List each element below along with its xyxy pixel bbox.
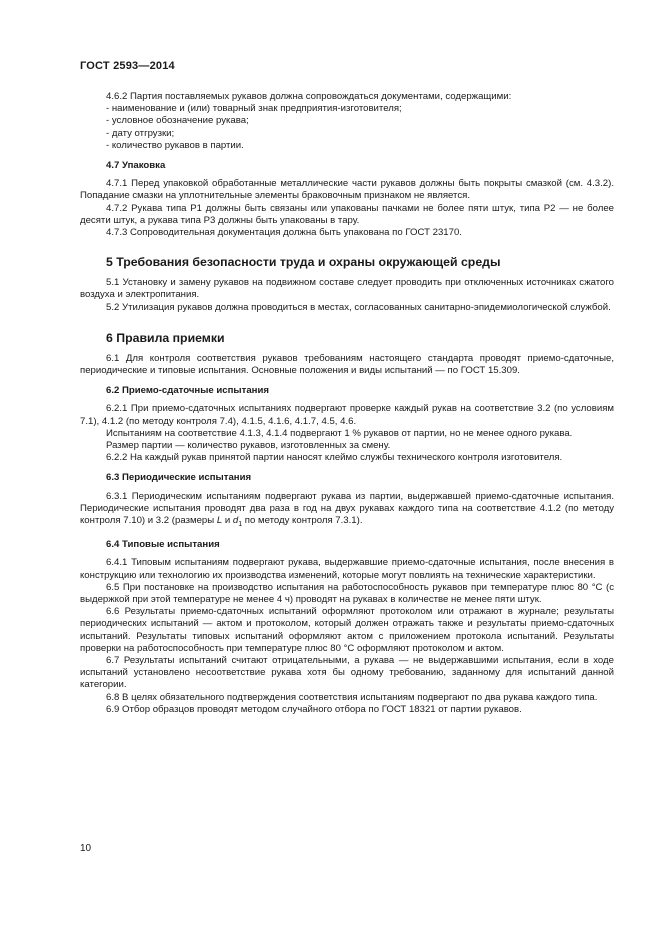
list-item: - наименование и (или) товарный знак предприятия-изготовителя;	[106, 103, 402, 115]
list-item: - количество рукавов в партии.	[106, 139, 244, 151]
paragraph-6-2-1-b: Испытаниям на соответствие 4.1.3, 4.1.4 подвергают 1 % рукавов от партии, но не менее одного рукава.	[106, 427, 573, 439]
section-heading-5: 5 Требования безопасности труда и охраны окружающей среды	[106, 255, 501, 270]
paragraph-6-4-1: 6.4.1 Типовым испытаниям подвергают рукава, выдержавшие приемо-сдаточные испытания, после внесения в конструкцию или технологию их производства изменений, которые могут повлиять на технические характеристики.	[80, 557, 614, 581]
paragraph-4-6-2: 4.6.2 Партия поставляемых рукавов должна сопровождаться документами, содержащими:	[106, 91, 512, 102]
document-header: ГОСТ 2593—2014	[80, 60, 175, 72]
list-item: - дату отгрузки;	[106, 127, 175, 139]
paragraph-4-7-2: 4.7.2 Рукава типа Р1 должны быть связаны или упакованы пачками не более пяти штук, типа Р2 — не более десяти штук, а рукава типа Р3 должны быть упакованы в тару.	[80, 202, 614, 226]
subsection-heading-6-2: 6.2 Приемо-сдаточные испытания	[106, 385, 269, 397]
paragraph-6-6: 6.6 Результаты приемо-сдаточных испытаний оформляют протоколом или отражают в журнале; результаты периодических испытаний — актом и протоколом, который должен отражать также и результаты приемо-сдаточных испытаний. Результаты типовых испытаний оформляют актом с приложением протокола испытаний. Результаты проверки на работоспособность при температуре плюс 80 °С оформляют протоколом и актом.	[80, 606, 614, 654]
paragraph-6-9: 6.9 Отбор образцов проводят методом случайного отбора по ГОСТ 18321 от партии рукавов.	[106, 703, 522, 715]
page-body	[80, 91, 614, 716]
paragraph-6-5: 6.5 При постановке на производство испытания на работоспособность рукавов при температуре плюс 80 °С (с выдержкой при этой температуре не менее 4 ч) проводят на рукавах в количестве не менее пяти штук.	[80, 581, 614, 605]
section-heading-6: 6 Правила приемки	[106, 330, 225, 345]
paragraph-6-8: 6.8 В целях обязательного подтверждения соответствия испытаниям подвергают по два рукава каждого типа.	[106, 691, 598, 703]
paragraph-6-2-1-c: Размер партии — количество рукавов, изготовленных за смену.	[106, 440, 391, 452]
paragraph-6-3-1-tail: по методу контроля 7.3.1).	[242, 515, 363, 527]
paragraph-6-2-1: 6.2.1 При приемо-сдаточных испытаниях подвергают проверке каждый рукав на соответствие 3.2 (по условиям 7.1), 4.1.2 (по методу контроля 7.4), 4.1.5, 4.1.6, 4.1.7, 4.5, 4.6.	[80, 403, 614, 427]
paragraph-4-7-3: 4.7.3 Сопроводительная документация должна быть упакована по ГОСТ 23170.	[106, 227, 462, 239]
symbol-L: L	[216, 515, 223, 527]
paragraph-6-2-2: 6.2.2 На каждый рукав принятой партии наносят клеймо службы технического контроля изготовителя.	[106, 452, 563, 464]
paragraph-5-1: 5.1 Установку и замену рукавов на подвижном составе следует проводить при отключенных источниках сжатого воздуха и электропитания.	[80, 277, 614, 301]
subsection-heading-4-7: 4.7 Упаковка	[106, 160, 166, 172]
paragraph-5-2: 5.2 Утилизация рукавов должна проводиться в местах, согласованных санитарно-эпидемиологической службой.	[106, 301, 611, 313]
symbol-d-subscript: 1	[238, 520, 243, 528]
symbol-d: d	[232, 515, 239, 527]
conjunction: и	[222, 515, 233, 527]
subsection-heading-6-4: 6.4 Типовые испытания	[106, 539, 220, 551]
paragraph-6-3-1-text: 6.3.1 Периодическим испытаниям подвергают рукава из партии, выдержавшей приемо-сдаточные испытания. Периодические испытания проводят два раза в год на двух рукавах каждого типа на соответствие 4.1.2 (по методу контроля 7.10) и 3.2 (размеры	[80, 490, 614, 527]
list-item: - условное обозначение рукава;	[106, 115, 249, 127]
subsection-heading-6-3: 6.3 Периодические испытания	[106, 472, 252, 484]
paragraph-6-7: 6.7 Результаты испытаний считают отрицательными, а рукава — не выдержавшими испытания, если в ходе испытаний установлено несоответствие рукава хотя бы одному требованию, заданному для испытаний данной категории.	[80, 655, 614, 691]
paragraph-6-3-1	[80, 491, 614, 532]
paragraph-4-7-1: 4.7.1 Перед упаковкой обработанные металлические части рукавов должны быть покрыты смазкой (см. 4.3.2). Попадание смазки на уплотнительные элементы браковочным признаком не является.	[80, 178, 614, 202]
paragraph-6-1: 6.1 Для контроля соответствия рукавов требованиям настоящего стандарта проводят приемо-сдаточные, периодические и типовые испытания. Основные положения и виды испытаний — по ГОСТ 15.309.	[80, 352, 614, 377]
page-number: 10	[80, 843, 92, 854]
